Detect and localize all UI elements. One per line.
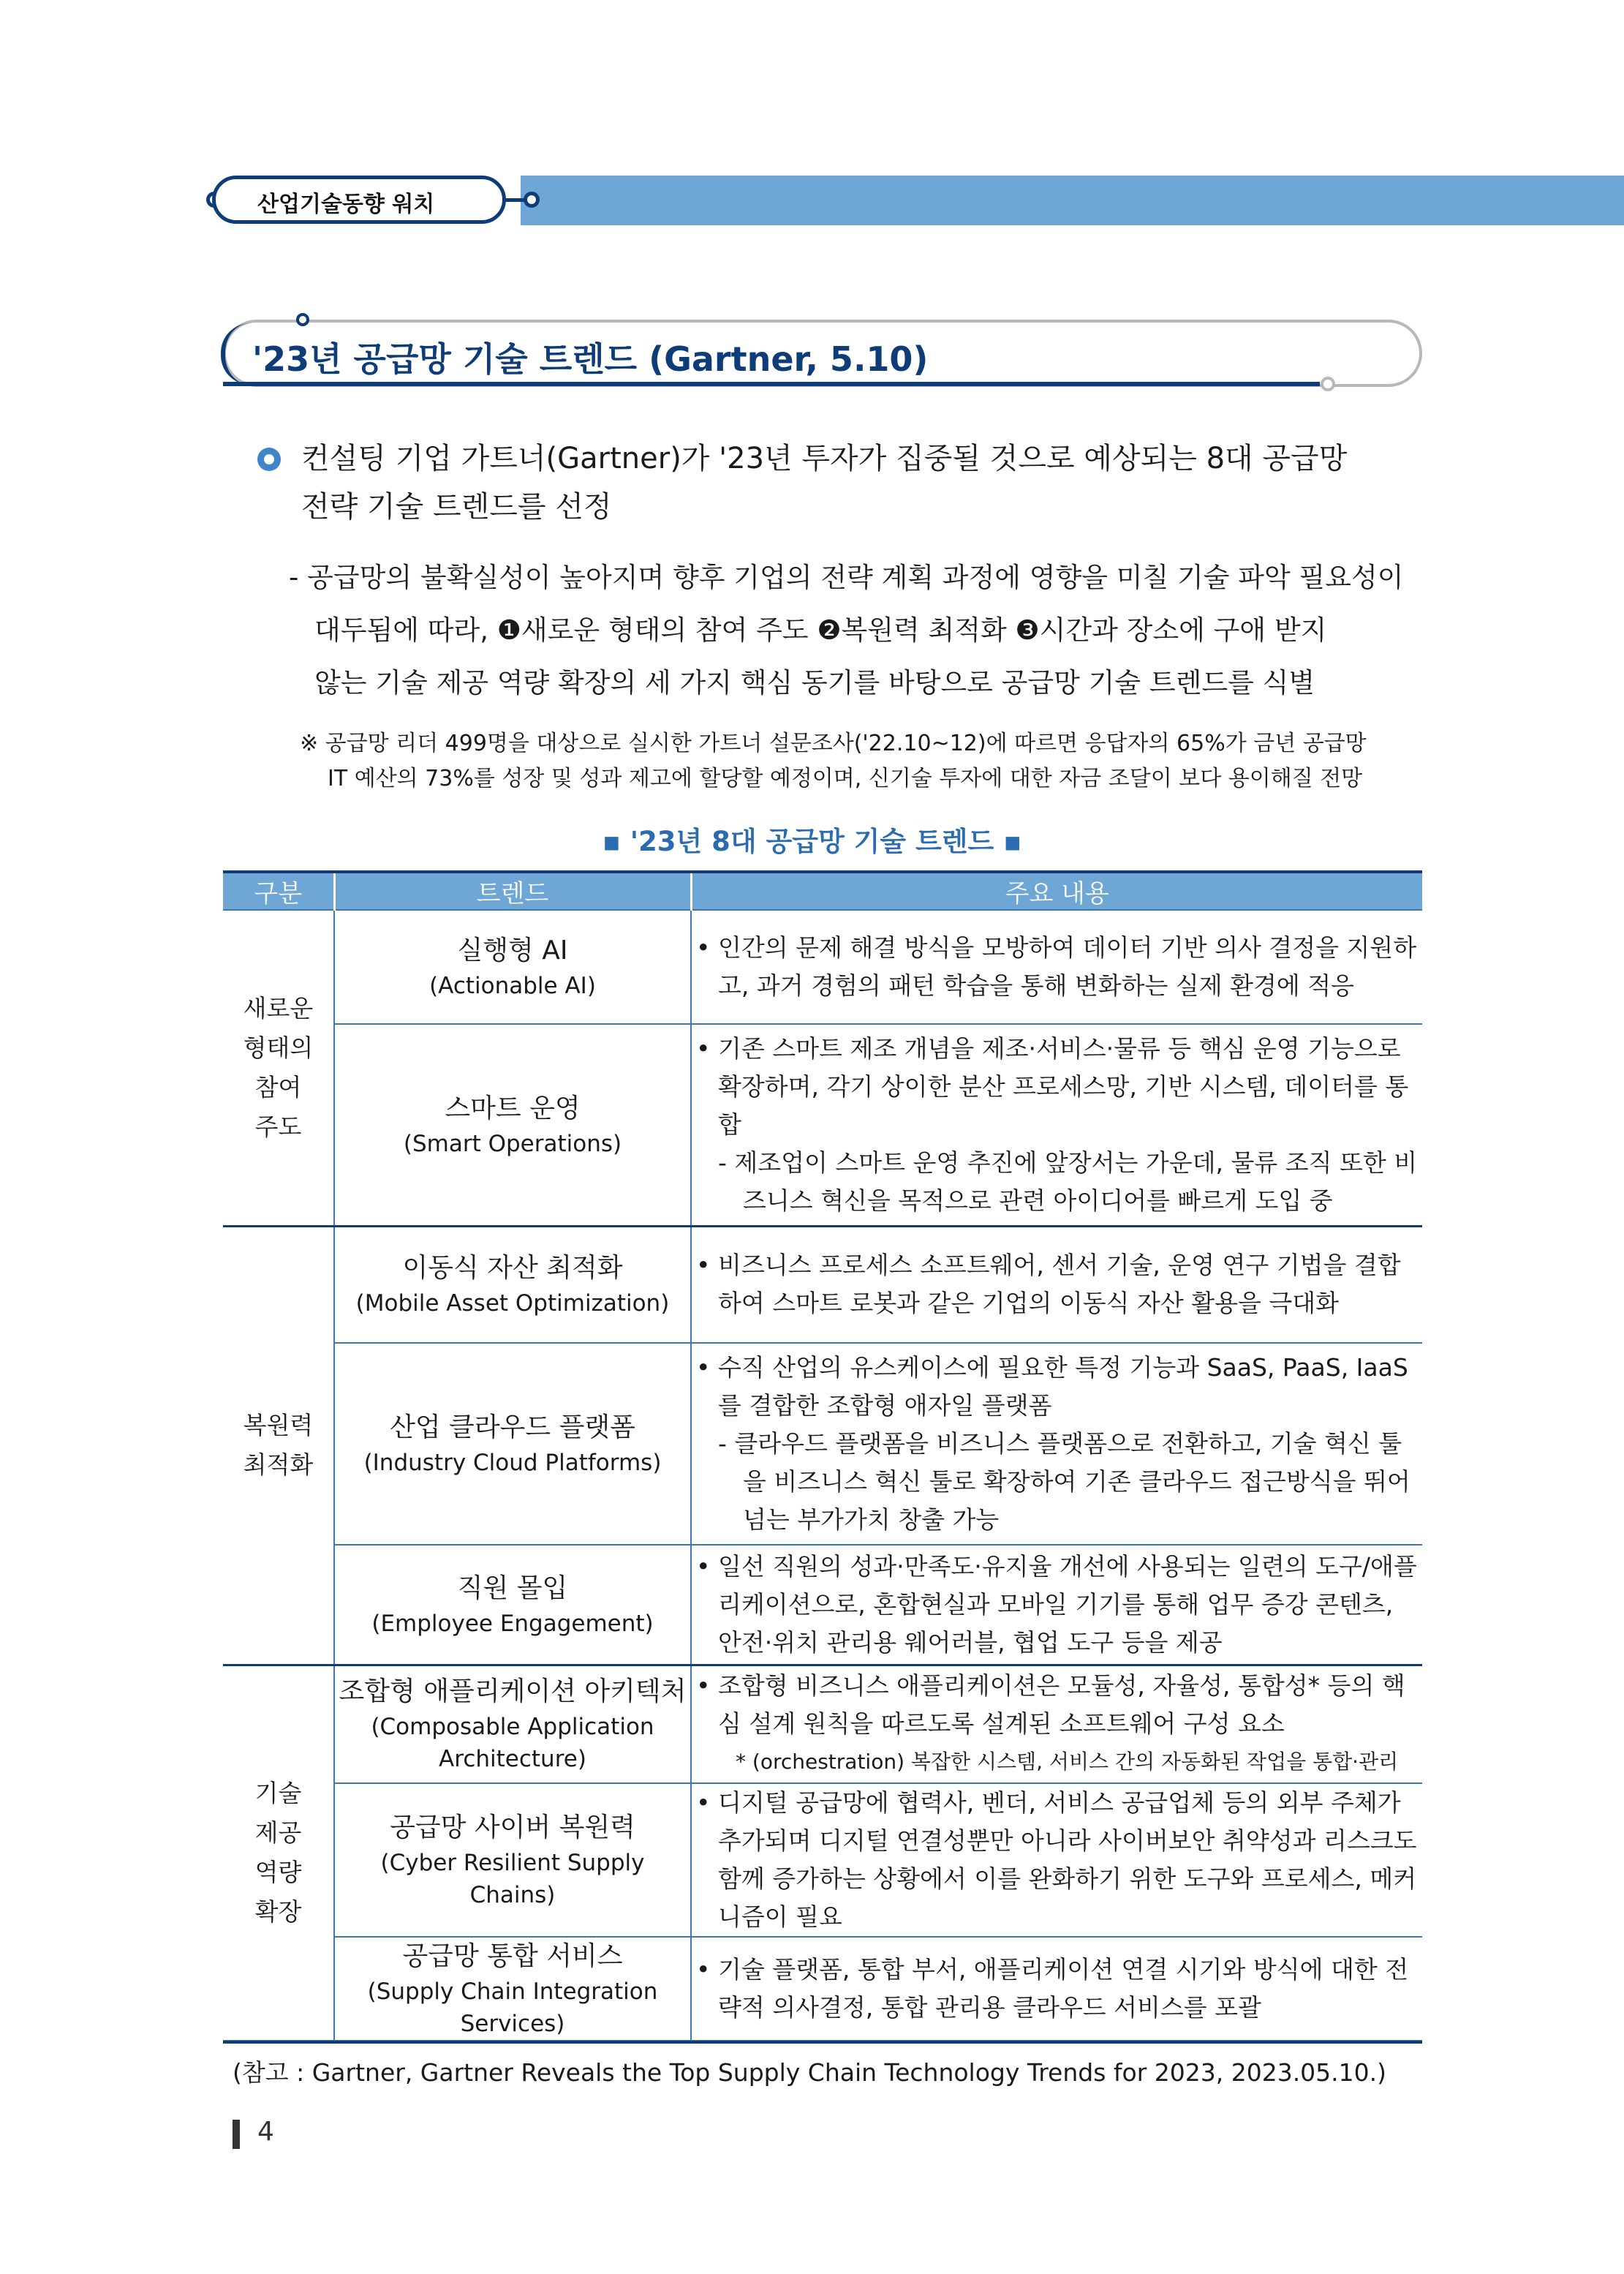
trend-cell bbox=[334, 1937, 691, 2041]
category-cell bbox=[223, 1665, 334, 2041]
table-row bbox=[223, 1665, 1422, 1783]
content-cell bbox=[691, 1343, 1422, 1545]
main-bullet-line-1: 컨설팅 기업 가트너(Gartner)가 '23년 투자가 집중될 것으로 예상되는 8대 공급망 bbox=[301, 442, 1348, 475]
section-top-dot-icon bbox=[296, 313, 309, 326]
note-line-2: IT 예산의 73%를 성장 및 성과 제고에 할당할 예정이며, 신기술 투자에 대한 자금 조달이 보다 용이해질 전망 bbox=[328, 766, 1363, 791]
header-trend: 트렌드 bbox=[334, 872, 691, 910]
section-title: '23년 공급망 기술 트렌드 (Gartner, 5.10) bbox=[252, 339, 929, 379]
content-cell bbox=[691, 910, 1422, 1024]
section-end-dot-icon bbox=[1321, 377, 1335, 391]
main-bullet-line-2: 전략 기술 트렌드를 선정 bbox=[301, 490, 612, 524]
trend-name: 산업 클라우드 플랫폼 bbox=[390, 1412, 635, 1442]
content-subitem: - 클라우드 플랫폼을 비즈니스 플랫폼으로 전환하고, 기술 혁신 툴을 비즈니스 혁신 툴로 확장하여 기존 클라우드 접근방식을 뛰어넘는 부가가치 창출 가능 bbox=[718, 1429, 1410, 1534]
content-subitem: - 제조업이 스마트 운영 추진에 앞장서는 가운데, 물류 조직 또한 비즈니스 혁신을 목적으로 관련 아이디어를 빠르게 도입 중 bbox=[718, 1148, 1418, 1215]
content-cell bbox=[691, 1783, 1422, 1937]
content-item: • 비즈니스 프로세스 소프트웨어, 센서 기술, 운영 연구 기법을 결합하여 스마트 로봇과 같은 기업의 이동식 자산 활용을 극대화 bbox=[696, 1251, 1401, 1318]
page-number-bar bbox=[233, 2120, 240, 2149]
table-row bbox=[223, 1343, 1422, 1545]
sub-bullet-line-1: - 공급망의 불확실성이 높아지며 향후 기업의 전략 계획 과정에 영향을 미칠 기술 파악 필요성이 bbox=[289, 562, 1404, 593]
table-row bbox=[223, 1545, 1422, 1665]
category-label: 기술 제공 역량 확장 bbox=[254, 1779, 302, 1927]
trend-name: 스마트 운영 bbox=[445, 1093, 581, 1123]
content-cell bbox=[691, 1545, 1422, 1665]
content-item: • 수직 산업의 유스케이스에 필요한 특정 기능과 SaaS, PaaS, IaaS를 결합한 조합형 애자일 플랫폼 bbox=[696, 1353, 1408, 1420]
table-row bbox=[223, 1226, 1422, 1343]
content-item: • 일선 직원의 성과·만족도·유지율 개선에 사용되는 일련의 도구/애플리케이션으로, 혼합현실과 모바일 기기를 통해 업무 증강 콘텐츠, 안전·위치 관리용 웨어러블, 협업 도구 등을 제공 bbox=[696, 1551, 1417, 1657]
section-title-left-cap bbox=[221, 323, 250, 385]
trend-english: (Supply Chain Integration Services) bbox=[367, 1979, 658, 2037]
table-row bbox=[223, 1937, 1422, 2041]
category-cell bbox=[223, 910, 334, 1226]
trend-name: 공급망 통합 서비스 bbox=[402, 1941, 623, 1971]
section-title-underline bbox=[223, 382, 1320, 386]
trend-english: (Smart Operations) bbox=[403, 1130, 622, 1157]
trend-table bbox=[223, 870, 1422, 2041]
table-row bbox=[223, 910, 1422, 1024]
content-item: • 기존 스마트 제조 개념을 제조·서비스·물류 등 핵심 운영 기능으로 확장하며, 각기 상이한 분산 프로세스망, 기반 시스템, 데이터를 통합 bbox=[696, 1034, 1409, 1139]
sub-bullet-line-2: 대두됨에 따라, ❶새로운 형태의 참여 주도 ❷복원력 최적화 ❸시간과 장소에 구애 받지 bbox=[314, 614, 1327, 646]
header-title: 산업기술동향 워치 bbox=[257, 192, 435, 217]
trend-cell bbox=[334, 1783, 691, 1937]
trend-name: 공급망 사이버 복원력 bbox=[390, 1812, 635, 1842]
page-number: 4 bbox=[257, 2117, 274, 2147]
content-footnote: * (orchestration) 복잡한 시스템, 서비스 간의 자동화된 작업을 통합·관리 bbox=[736, 1750, 1399, 1774]
trend-cell bbox=[334, 910, 691, 1024]
category-cell bbox=[223, 1226, 334, 1665]
content-item: • 디지털 공급망에 협력사, 벤더, 서비스 공급업체 등의 외부 주체가 추가되며 디지털 연결성뿐만 아니라 사이버보안 취약성과 리스크도 함께 증가하는 상황에서 이를 완화하기 위한 도구와 프로세스, 메커니즘이 필요 bbox=[696, 1788, 1417, 1931]
note-line-1: ※ 공급망 리더 499명을 대상으로 실시한 가트너 설문조사('22.10~12)에 따르면 응답자의 65%가 금년 공급망 bbox=[300, 731, 1367, 756]
trend-english: (Cyber Resilient Supply Chains) bbox=[380, 1850, 645, 1908]
table-row bbox=[223, 1024, 1422, 1226]
content-item: • 조합형 비즈니스 애플리케이션은 모듈성, 자율성, 통합성* 등의 핵심 설계 원칙을 따르도록 설계된 소프트웨어 구성 요소 bbox=[696, 1671, 1405, 1739]
header-right-dot-icon bbox=[524, 192, 540, 208]
content-cell bbox=[691, 1024, 1422, 1226]
header-content: 주요 내용 bbox=[691, 872, 1422, 910]
trend-name: 직원 몰입 bbox=[457, 1573, 568, 1603]
content-cell bbox=[691, 1226, 1422, 1343]
content-item: • 인간의 문제 해결 방식을 모방하여 데이터 기반 의사 결정을 지원하고, 과거 경험의 패턴 학습을 통해 변화하는 실제 환경에 적응 bbox=[696, 933, 1417, 1000]
trend-english: (Composable Application Architecture) bbox=[371, 1714, 654, 1773]
trend-cell bbox=[334, 1665, 691, 1783]
content-item: • 기술 플랫폼, 통합 부서, 애플리케이션 연결 시기와 방식에 대한 전략적 의사결정, 통합 관리용 클라우드 서비스를 포괄 bbox=[696, 1955, 1409, 2022]
trend-english: (Employee Engagement) bbox=[371, 1610, 654, 1637]
table-caption: ▪ '23년 8대 공급망 기술 트렌드 ▪ bbox=[602, 826, 1022, 857]
trend-name: 조합형 애플리케이션 아키텍처 bbox=[339, 1676, 687, 1707]
trend-cell bbox=[334, 1024, 691, 1226]
header-banner-bar bbox=[521, 176, 1624, 225]
reference-text: (참고 : Gartner, Gartner Reveals the Top Supply Chain Technology Trends for 2023, 2023.05.10.) bbox=[233, 2058, 1387, 2087]
trend-english: (Actionable AI) bbox=[429, 973, 596, 999]
content-cell bbox=[691, 1937, 1422, 2041]
trend-cell bbox=[334, 1343, 691, 1545]
trend-english: (Mobile Asset Optimization) bbox=[355, 1290, 670, 1317]
trend-name: 이동식 자산 최적화 bbox=[402, 1253, 623, 1284]
main-bullet-icon bbox=[257, 448, 281, 471]
table-header-row bbox=[223, 872, 1422, 910]
category-label: 새로운 형태의 참여 주도 bbox=[243, 993, 314, 1141]
header-category: 구분 bbox=[223, 872, 334, 910]
category-label: 복원력 최적화 bbox=[243, 1411, 314, 1479]
content-cell bbox=[691, 1665, 1422, 1783]
trend-cell bbox=[334, 1545, 691, 1665]
trend-name: 실행형 AI bbox=[457, 935, 568, 965]
sub-bullet-line-3: 않는 기술 제공 역량 확장의 세 가지 핵심 동기를 바탕으로 공급망 기술 트렌드를 식별 bbox=[314, 667, 1315, 699]
table-bottom-rule bbox=[223, 2041, 1422, 2044]
trend-english: (Industry Cloud Platforms) bbox=[363, 1450, 662, 1476]
table-row bbox=[223, 1783, 1422, 1937]
trend-cell bbox=[334, 1226, 691, 1343]
